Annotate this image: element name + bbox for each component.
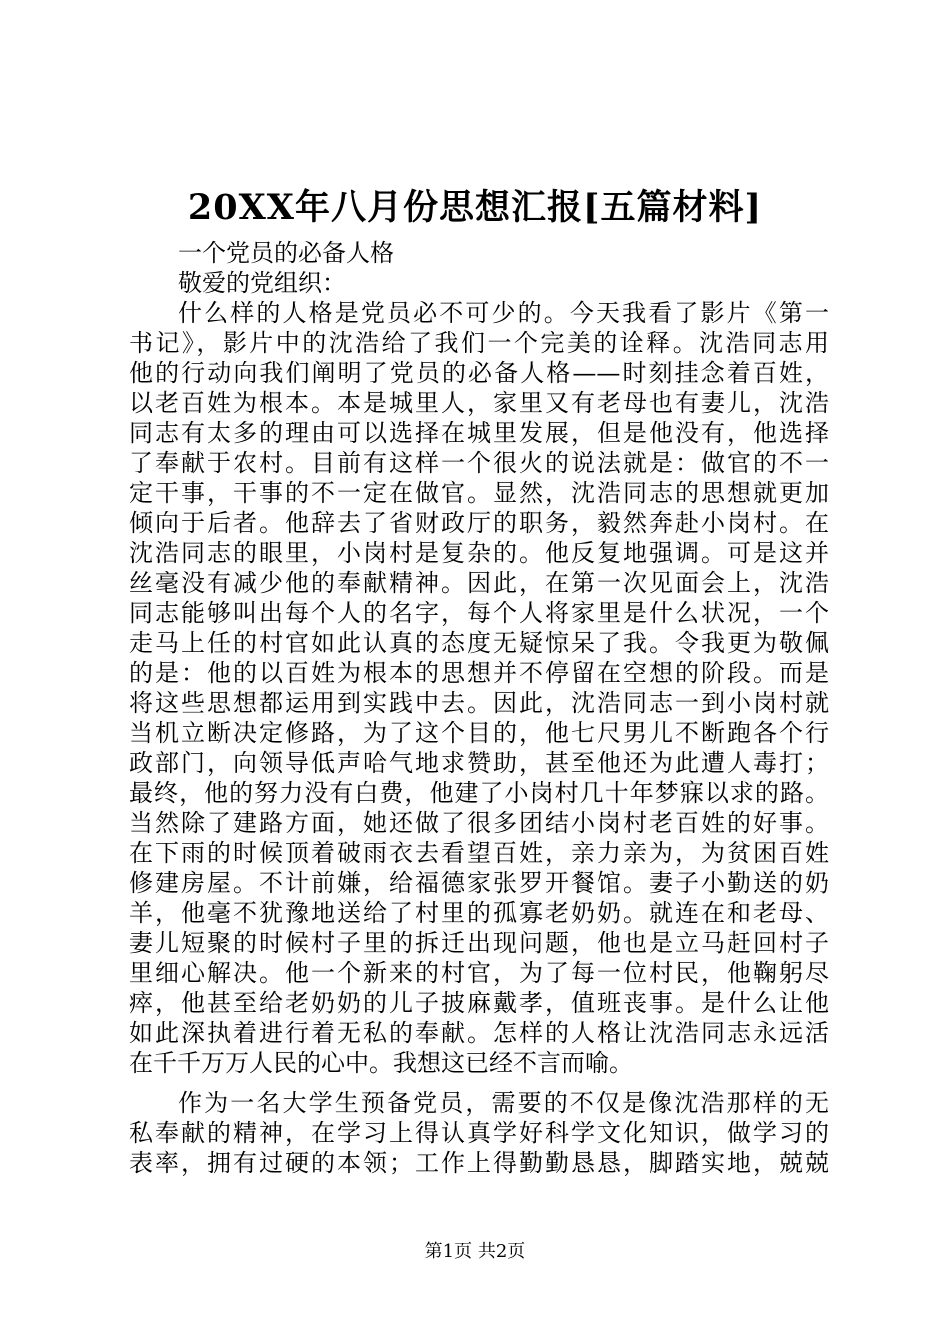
- paragraph-line: 他的行动向我们阐明了党员的必备人格——时刻挂念着百姓，: [129, 359, 829, 387]
- paragraph-line: 最终，他的努力没有白费，他建了小岗村几十年梦寐以求的路。: [129, 779, 829, 807]
- paragraph-line: 在千千万万人民的心中。我想这已经不言而喻。: [129, 1049, 633, 1077]
- paragraph-line: 羊，他毫不犹豫地送给了村里的孤寡老奶奶。就连在和老母、: [129, 899, 829, 927]
- paragraph-line: 如此深执着进行着无私的奉献。怎样的人格让沈浩同志永远活: [129, 1019, 829, 1047]
- page-number: 第1页 共2页: [424, 1241, 526, 1262]
- paragraph-line: 倾向于后者。他辞去了省财政厅的职务，毅然奔赴小岗村。在: [129, 509, 829, 537]
- paragraph-line: 丝毫没有减少他的奉献精神。因此，在第一次见面会上，沈浩: [129, 569, 829, 597]
- paragraph-line: 私奉献的精神，在学习上得认真学好科学文化知识，做学习的: [129, 1119, 829, 1147]
- paragraph-line: 的是：他的以百姓为根本的思想并不停留在空想的阶段。而是: [129, 659, 829, 687]
- paragraph-line: 瘁，他甚至给老奶奶的儿子披麻戴孝，值班丧事。是什么让他: [129, 989, 829, 1017]
- subtitle: 一个党员的必备人格: [178, 239, 394, 267]
- paragraph-line: 定干事，干事的不一定在做官。显然，沈浩同志的思想就更加: [129, 479, 829, 507]
- paragraph-line: 什么样的人格是党员必不可少的。今天我看了影片《第一: [178, 299, 829, 327]
- paragraph-line: 政部门，向领导低声哈气地求赞助，甚至他还为此遭人毒打；: [129, 749, 829, 777]
- paragraph-line: 同志有太多的理由可以选择在城里发展，但是他没有，他选择: [129, 419, 829, 447]
- paragraph-line: 以老百姓为根本。本是城里人，家里又有老母也有妻儿，沈浩: [129, 389, 829, 417]
- paragraph-line: 同志能够叫出每个人的名字，每个人将家里是什么状况，一个: [129, 599, 829, 627]
- paragraph-line: 当机立断决定修路，为了这个目的，他七尺男儿不断跑各个行: [129, 719, 829, 747]
- paragraph-line: 走马上任的村官如此认真的态度无疑惊呆了我。令我更为敬佩: [129, 629, 829, 657]
- document-title: 20XX年八月份思想汇报[五篇材料]: [187, 187, 763, 228]
- paragraph-line: 修建房屋。不计前嫌，给福德家张罗开餐馆。妻子小勤送的奶: [129, 869, 829, 897]
- paragraph-line: 表率，拥有过硬的本领；工作上得勤勤恳恳，脚踏实地，兢兢: [129, 1149, 829, 1177]
- paragraph-line: 了奉献于农村。目前有这样一个很火的说法就是：做官的不一: [129, 449, 829, 477]
- paragraph-line: 将这些思想都运用到实践中去。因此，沈浩同志一到小岗村就: [129, 689, 829, 717]
- paragraph-line: 书记》，影片中的沈浩给了我们一个完美的诠释。沈浩同志用: [129, 329, 829, 357]
- paragraph-line: 在下雨的时候顶着破雨衣去看望百姓，亲力亲为，为贫困百姓: [129, 839, 829, 867]
- paragraph-line: 当然除了建路方面，她还做了很多团结小岗村老百姓的好事。: [129, 809, 829, 837]
- paragraph-line: 沈浩同志的眼里，小岗村是复杂的。他反复地强调。可是这并: [129, 539, 829, 567]
- paragraph-line: 妻儿短聚的时候村子里的拆迁出现问题，他也是立马赶回村子: [129, 929, 829, 957]
- paragraph-line: 作为一名大学生预备党员，需要的不仅是像沈浩那样的无: [178, 1089, 829, 1117]
- salutation: 敬爱的党组织：: [178, 269, 346, 297]
- paragraph-line: 里细心解决。他一个新来的村官，为了每一位村民，他鞠躬尽: [129, 959, 829, 987]
